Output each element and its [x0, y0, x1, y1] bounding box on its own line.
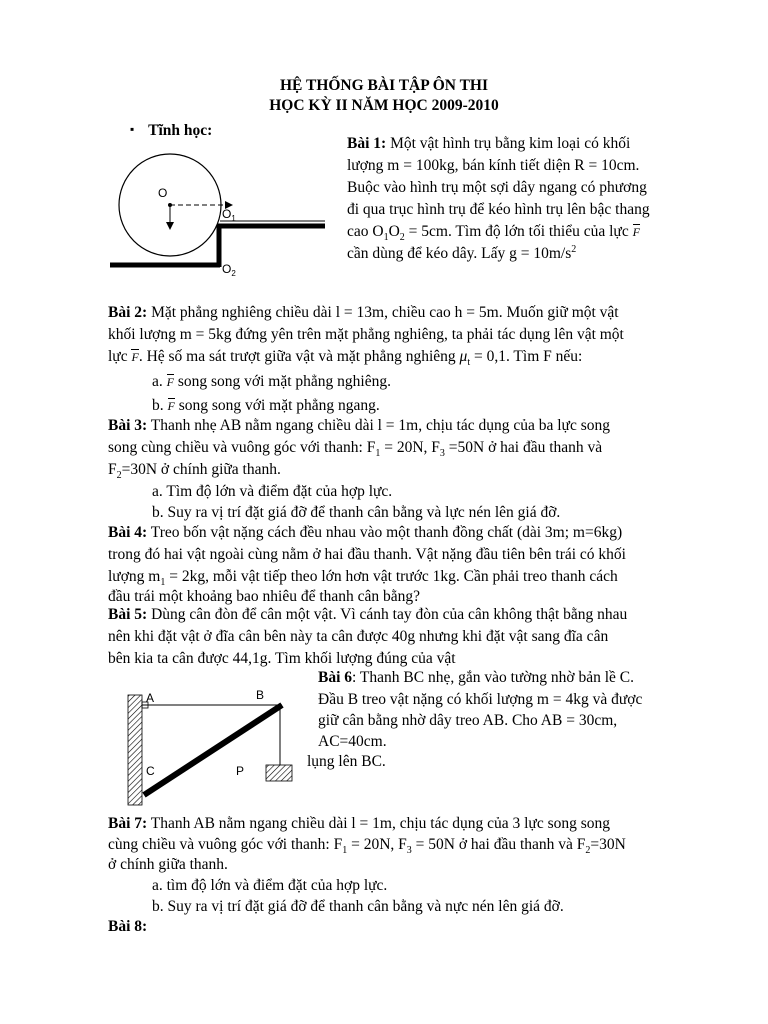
label-b: B: [256, 688, 265, 702]
bai2-line1: Bài 2: Mặt phẳng nghiêng chiều dài l = 13m, chiều cao h = 5m. Muốn giữ một vật: [108, 304, 619, 321]
label-c: C: [146, 764, 155, 778]
bai3-line2: song cùng chiều và vuông góc với thanh: $F_1 = 20N$, $F_3 =50N$ ở hai đầu thanh và: [108, 439, 603, 460]
bai4-line2: trong đó hai vật ngoài cùng nằm ở hai đầu thanh. Vật nặng đầu tiên bên trái có khối: [108, 546, 626, 563]
bai8-heading: Bài 8:: [108, 918, 148, 935]
doc-title-line2: HỌC KỲ II NĂM HỌC 2009-2010: [269, 97, 499, 114]
label-o: O: [158, 186, 168, 200]
cylinder-step-figure: [110, 150, 340, 285]
bar-bc: [144, 705, 282, 795]
wall-hatched: [128, 695, 142, 805]
label-o2: $O_2$: [222, 262, 236, 278]
bai2-line2: khối lượng m = 5kg đứng yên trên mặt phẳng nghiêng, ta phải tác dụng lên vật một: [108, 326, 624, 343]
bai3-option-b: b. Suy ra vị trí đặt giá đỡ để thanh cân bằng và lực nén lên giá đỡ.: [152, 504, 561, 521]
bai5-line3: bên kia ta cân được 44,1g. Tìm khối lượng đúng của vật: [108, 650, 456, 667]
bai6-line4: AC=40cm.: [318, 733, 387, 750]
bai3-line3: $F_2=30N$ ở chính giữa thanh.: [108, 461, 281, 482]
bai6-line3: giữ cân bằng nhờ dây treo AB. Cho AB = 30cm,: [318, 712, 618, 729]
bai7-line1: Bài 7: Thanh AB nằm ngang chiều dài l = 1m, chịu tác dụng của 3 lực song song: [108, 815, 611, 832]
weight-block: [266, 765, 292, 781]
bai7-line2: cùng chiều và vuông góc với thanh: $F_1 = 20N$, $F_3 = 50N$ ở hai đầu thanh và $F_2=30N$: [108, 836, 626, 857]
bai1-line5: cao $O_1O_2 = 5cm$. Tìm độ lớn tối thiểu của lực F: [347, 223, 640, 244]
bai2-option-b: b. F song song với mặt phẳng ngang.: [152, 397, 380, 414]
label-o1: $O_1$: [222, 207, 236, 223]
bar-wall-figure: [122, 685, 322, 810]
bai7-option-b: b. Suy ra vị trí đặt giá đỡ để thanh cân bằng và nực nén lên giá đỡ.: [152, 898, 564, 915]
bai2-option-a: a. F song song với mặt phẳng nghiêng.: [152, 373, 391, 390]
bai1-line6: cần dùng để kéo dây. Lấy $g = 10m/s^2$: [347, 243, 577, 262]
label-a: A: [146, 691, 155, 705]
bai7-line3: ở chính giữa thanh.: [108, 856, 228, 873]
bai7-option-a: a. tìm độ lớn và điểm đặt của hợp lực.: [152, 877, 388, 894]
bai6-line2: Đầu B treo vật nặng có khối lượng m = 4kg và được: [318, 691, 643, 708]
bai3-option-a: a. Tìm độ lớn và điểm đặt của hợp lực.: [152, 483, 393, 500]
weight-arrow-icon: [166, 222, 174, 230]
section-label: Tĩnh học:: [148, 122, 213, 139]
label-p: P: [236, 764, 245, 778]
doc-title-line1: HỆ THỐNG BÀI TẬP ÔN THI: [279, 77, 489, 94]
bai6-line1: Bài 6: Thanh BC nhẹ, gắn vào tường nhờ bản lề C.: [318, 669, 634, 686]
bai1-line4: đi qua trục hình trụ để kéo hình trụ lên bậc thang: [347, 201, 650, 218]
bullet-icon: ▪: [130, 122, 135, 136]
bai4-line4: đầu trái một khoảng bao nhiêu để thanh cân bằng?: [108, 588, 421, 605]
bai1-line2: lượng m = 100kg, bán kính tiết diện R = 10cm.: [347, 157, 640, 174]
bai2-line3: lực F. Hệ số ma sát trượt giữa vật và mặt phẳng nghiêng $\mu_t = 0,1$. Tìm F nếu:: [108, 348, 583, 369]
bai4-line1: Bài 4: Treo bốn vật nặng cách đều nhau vào một thanh đồng chất (dài 3m; m=6kg): [108, 524, 623, 541]
bai4-line3: lượng $m_1 = 2kg$, mỗi vật tiếp theo lớn hơn vật trước 1kg. Cần phải treo thanh cách: [108, 568, 618, 589]
bai5-line1: Bài 5: Dùng cân đòn để cân một vật. Vì cánh tay đòn của cân không thật bằng nhau: [108, 606, 628, 623]
bai5-line2: nên khi đặt vật ở đĩa cân bên này ta cân được 40g nhưng khi đặt vật sang đĩa cân: [108, 628, 609, 645]
bai6-line5: lụng lên BC.: [307, 753, 386, 770]
bai1-line3: Buộc vào hình trụ một sợi dây ngang có phương: [347, 179, 647, 196]
axis-dot: [168, 203, 172, 207]
section-heading: [130, 119, 212, 141]
bai1-line1: Bài 1: Một vật hình trụ bằng kim loại có khối: [347, 135, 631, 152]
bai3-line1: Bài 3: Thanh nhẹ AB nằm ngang chiều dài l = 1m, chịu tác dụng của ba lực song: [108, 417, 610, 434]
